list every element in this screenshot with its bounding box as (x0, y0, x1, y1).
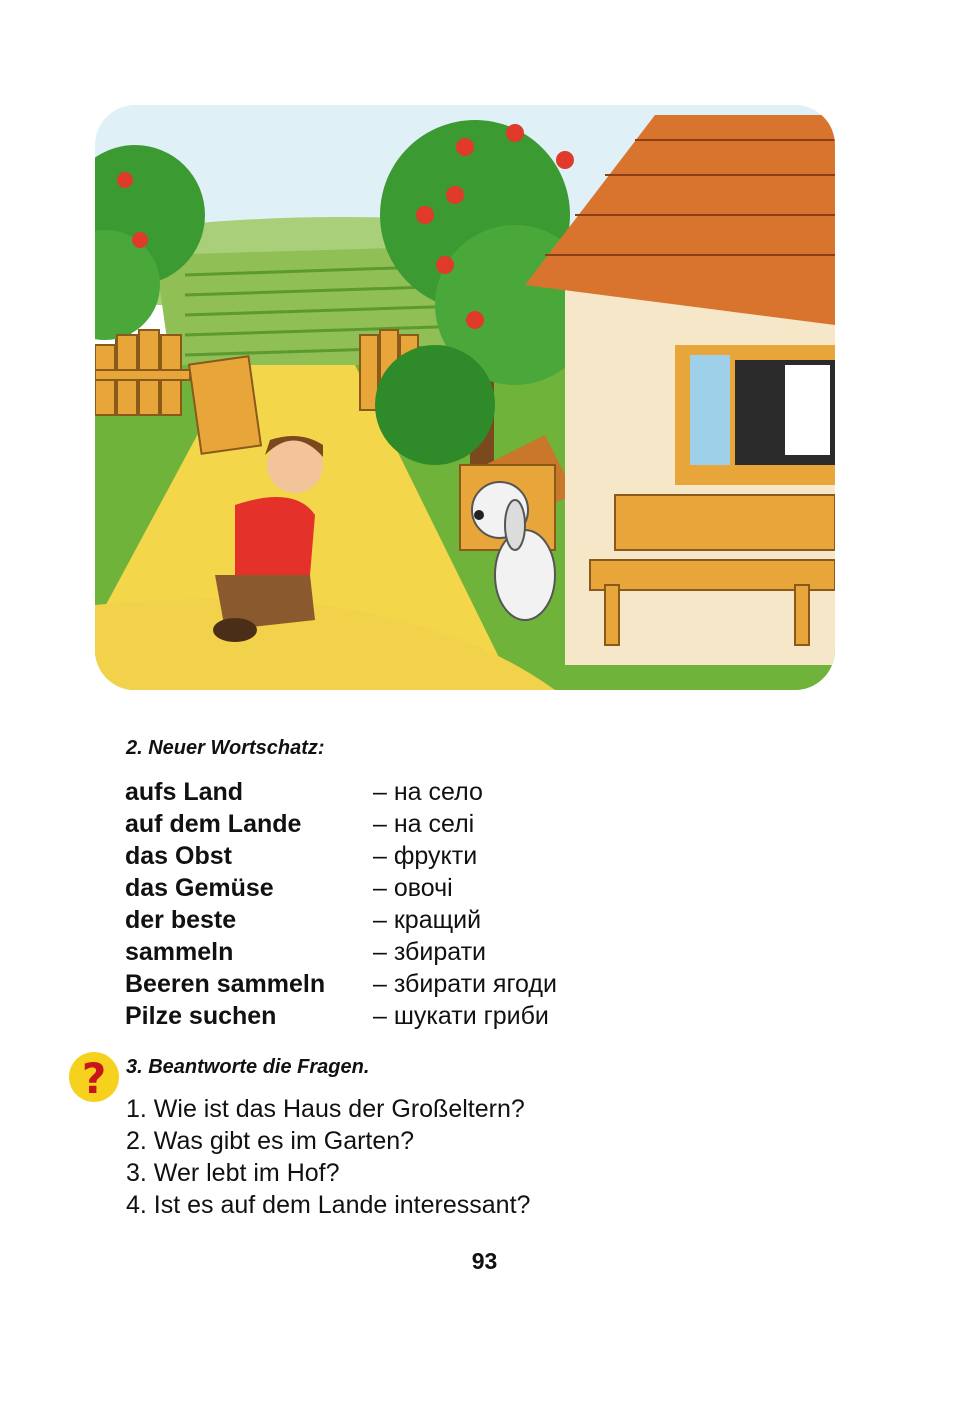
vocabulary-translation: – на селі (373, 810, 475, 838)
vocabulary-item (125, 904, 685, 936)
question-mark-icon (67, 1050, 121, 1104)
vocabulary-item (125, 968, 685, 1000)
vocabulary-item (125, 1000, 685, 1032)
village-yard-illustration (95, 105, 835, 690)
vocabulary-german: auf dem Lande (125, 810, 302, 838)
vocabulary-translation: – кращий (373, 906, 482, 934)
vocabulary-german: aufs Land (125, 778, 244, 806)
question-item: 4. Ist es auf dem Lande interessant? (126, 1191, 531, 1219)
vocabulary-translation: – збирати (373, 938, 486, 966)
questions-heading: 3. Beantworte die Fragen. (126, 1056, 370, 1078)
question-item: 1. Wie ist das Haus der Großeltern? (126, 1095, 525, 1123)
vocabulary-translation: – овочі (373, 874, 453, 902)
vocabulary-item (125, 872, 685, 904)
questions-list (126, 1093, 530, 1221)
vocabulary-translation: – шукати гриби (373, 1002, 549, 1030)
question-item: 3. Wer lebt im Hof? (126, 1159, 340, 1187)
svg-text:?: ? (81, 1054, 107, 1103)
page-number: 93 (471, 1248, 498, 1274)
vocabulary-translation: – фрукти (373, 842, 478, 870)
vocabulary-item (125, 936, 685, 968)
vocabulary-heading: 2. Neuer Wortschatz: (126, 737, 325, 759)
vocabulary-list (125, 776, 685, 1032)
vocabulary-item (125, 840, 685, 872)
question-item: 2. Was gibt es im Garten? (126, 1127, 415, 1155)
vocabulary-item (125, 776, 685, 808)
vocabulary-german: Beeren sammeln (125, 970, 326, 998)
vocabulary-german: das Obst (125, 842, 232, 870)
vocabulary-item (125, 808, 685, 840)
vocabulary-german: sammeln (125, 938, 234, 966)
vocabulary-german: der beste (125, 906, 237, 934)
vocabulary-german: Pilze suchen (125, 1002, 277, 1030)
vocabulary-translation: – на село (373, 778, 483, 806)
vocabulary-german: das Gemüse (125, 874, 274, 902)
vocabulary-translation: – збирати ягоди (373, 970, 557, 998)
